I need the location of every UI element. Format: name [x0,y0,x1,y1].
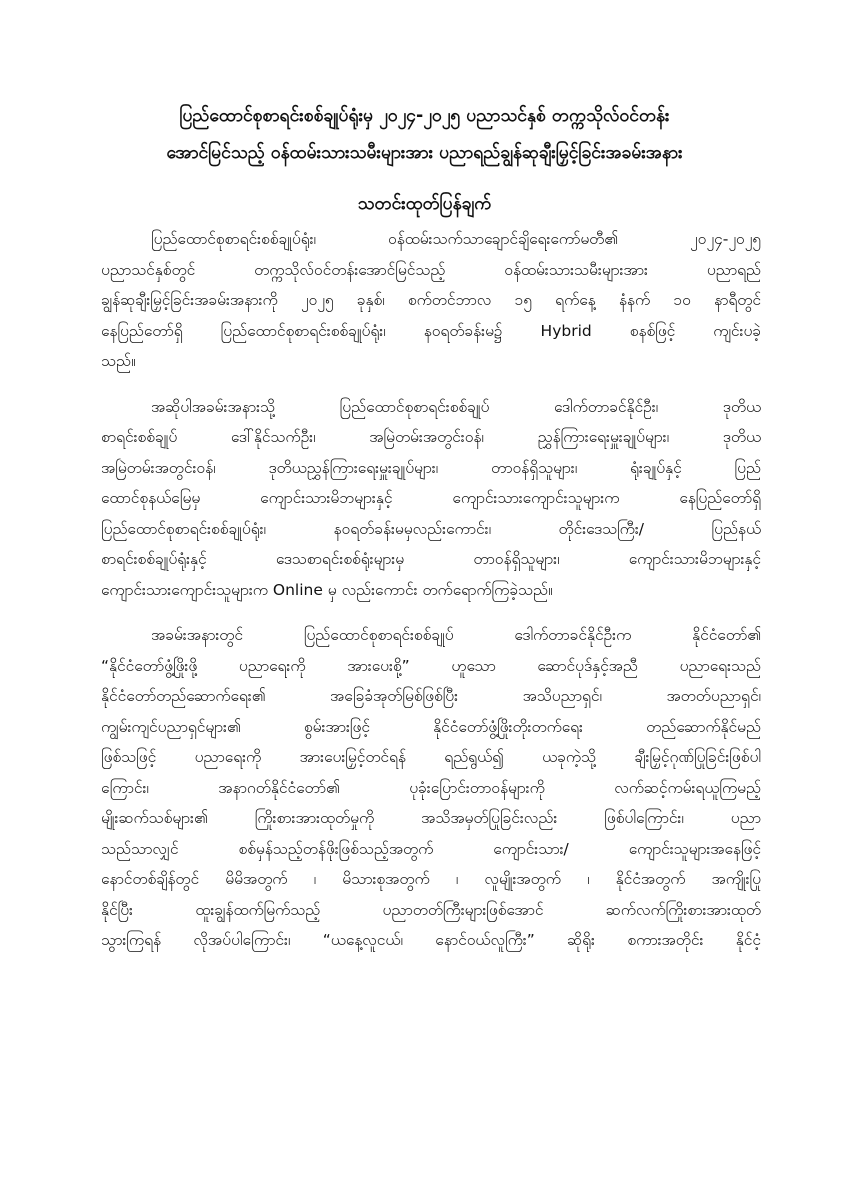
document-body [101,224,761,971]
text-line: ပညာသင်နှစ်တွင် တက္ကသိုလ်ဝင်တန်းအောင်မြင်သည့် ဝန်ထမ်းသားသမီးများအား ပညာရည် [101,260,761,279]
text-line: မျိုးဆက်သစ်များ၏ ကြိုးစားအားထုတ်မှုကို အသိအမှတ်ပြုခြင်းလည်း ဖြစ်ပါကြောင်း၊ ပညာ [101,809,761,827]
text-line: ပြည်ထောင်စုစာရင်းစစ်ချုပ်ရုံး၊ နဝရတ်ခန်းမမှလည်းကောင်း၊ တိုင်းဒေသကြီး/ ပြည်နယ် [101,519,761,538]
title-line-1: ပြည်ထောင်စုစာရင်းစစ်ချုပ်ရုံးမှ ၂၀၂၄-၂၀၂၅ ပညာသင်နှစ် တက္ကသိုလ်ဝင်တန်း [179,106,670,126]
document-title [70,98,779,223]
text-line: နောင်တစ်ချိန်တွင် မိမိအတွက် ၊ မိသားစုအတွက် ၊ လူမျိုးအတွက် ၊ နိုင်ငံအတွက် အကျိုးပြု [101,870,761,888]
text-line: ပြည်ထောင်စုစာရင်းစစ်ချုပ်ရုံး၊ ဝန်ထမ်းသက်သာချောင်ချိရေးကော်မတီ၏ ၂၀၂၄-၂၀၂၅ [151,230,761,248]
text-line: ထောင်စုနယ်မြေမှ ကျောင်းသားမိဘများနှင့် ကျောင်းသားကျောင်းသူများက နေပြည်တော်ရှိ [101,489,761,507]
text-line: နိုင်ပြီး ထူးချွန်ထက်မြက်သည့် ပညာတတ်ကြီးများဖြစ်အောင် ဆက်လက်ကြိုးစားအားထုတ် [101,900,761,919]
text-line: ဖြစ်သဖြင့် ပညာရေးကို အားပေးမြှင့်တင်ရန် ရည်ရွယ်၍ ယခုကဲ့သို့ ချီးမြှင့်ဂုဏ်ပြုခြင်းဖြစ်ပါ [101,748,761,766]
paragraph-2 [101,392,761,606]
text-line: စာရင်းစစ်ချုပ်ရုံးနှင့် ဒေသစာရင်းစစ်ရုံးများမှ တာဝန်ရှိသူများ၊ ကျောင်းသားမိဘများနှင့် [101,550,761,568]
text-line: ကျွမ်းကျင်ပညာရှင်များ၏ စွမ်းအားဖြင့် နိုင်ငံတော်ဖွံ့ဖြိုးတိုးတက်ရေး တည်ဆောက်နိုင်မည် [101,717,761,736]
title-line-2: အောင်မြင်သည့် ဝန်ထမ်းသားသမီးများအား ပညာရည်ချွန်ဆုချီးမြှင့်ခြင်းအခမ်းအနား [166,143,683,163]
text-line: အဆိုပါအခမ်းအနားသို့ ပြည်ထောင်စုစာရင်းစစ်ချုပ် ဒေါက်တာခင်နိုင်ဦး၊ ဒုတိယ [151,397,761,416]
text-line: သည်။ [101,352,136,370]
text-line: သည်သာလျှင် စစ်မှန်သည့်တန်ဖိုးဖြစ်သည့်အတွက် ကျောင်းသား/ ကျောင်းသူများအနေဖြင့် [101,839,761,858]
text-line: ချွန်ဆုချီးမြှင့်ခြင်းအခမ်းအနားကို ၂၀၂၅ ခုနှစ်၊ စက်တင်ဘာလ ၁၅ ရက်နေ့ နံနက် ၁၀ နာရီတွင် [101,291,761,309]
text-line: အခမ်းအနားတွင် ပြည်ထောင်စုစာရင်းစစ်ချုပ် ဒေါက်တာခင်နိုင်ဦးက နိုင်ငံတော်၏ [151,626,761,644]
text-line: သွားကြရန် လိုအပ်ပါကြောင်း၊ “ယနေ့လူငယ်၊ နောင်ဝယ်လူကြီး” ဆိုရိုး စကားအတိုင်း နိုင်ငံ့ [101,931,761,949]
text-line: နေပြည်တော်ရှိ ပြည်ထောင်စုစာရင်းစစ်ချုပ်ရုံး၊ နဝရတ်ခန်းမ၌ Hybrid စနစ်ဖြင့် ကျင်းပခဲ့ [101,321,762,340]
text-line: “နိုင်ငံတော်ဖွံ့ဖြိုးဖို့ ပညာရေးကို အားပေးစို့” ဟူသော ဆောင်ပုဒ်နှင့်အညီ ပညာရေးသည် [101,656,761,675]
paragraph-1 [101,224,761,377]
text-line: အမြဲတမ်းအတွင်းဝန်၊ ဒုတိယညွှန်ကြားရေးမှူးချုပ်များ၊ တာဝန်ရှိသူများ၊ ရုံးချုပ်နှင့် ပြည် [101,458,761,477]
text-line: ကျောင်းသားကျောင်းသူများက Online မှ လည်းကောင်း တက်ရောက်ကြခဲ့သည်။ [101,580,553,599]
paragraph-3 [101,620,761,956]
text-line: စာရင်းစစ်ချုပ် ဒေါ်နိုင်သက်ဦး၊ အမြဲတမ်းအတွင်းဝန်၊ ညွှန်ကြားရေးမှူးချုပ်များ၊ ဒုတိယ [101,428,761,446]
title-line-3: သတင်းထုတ်ပြန်ချက် [357,194,492,214]
text-line: ကြောင်း၊ အနာဂတ်နိုင်ငံတော်၏ ပုခုံးပြောင်းတာဝန်များကို လက်ဆင့်ကမ်းရယူကြမည့် [101,778,761,797]
text-line: နိုင်ငံတော်တည်ဆောက်ရေး၏ အခြေခံအုတ်မြစ်ဖြစ်ပြီး အသိပညာရှင်၊ အတတ်ပညာရှင်၊ [101,687,761,705]
